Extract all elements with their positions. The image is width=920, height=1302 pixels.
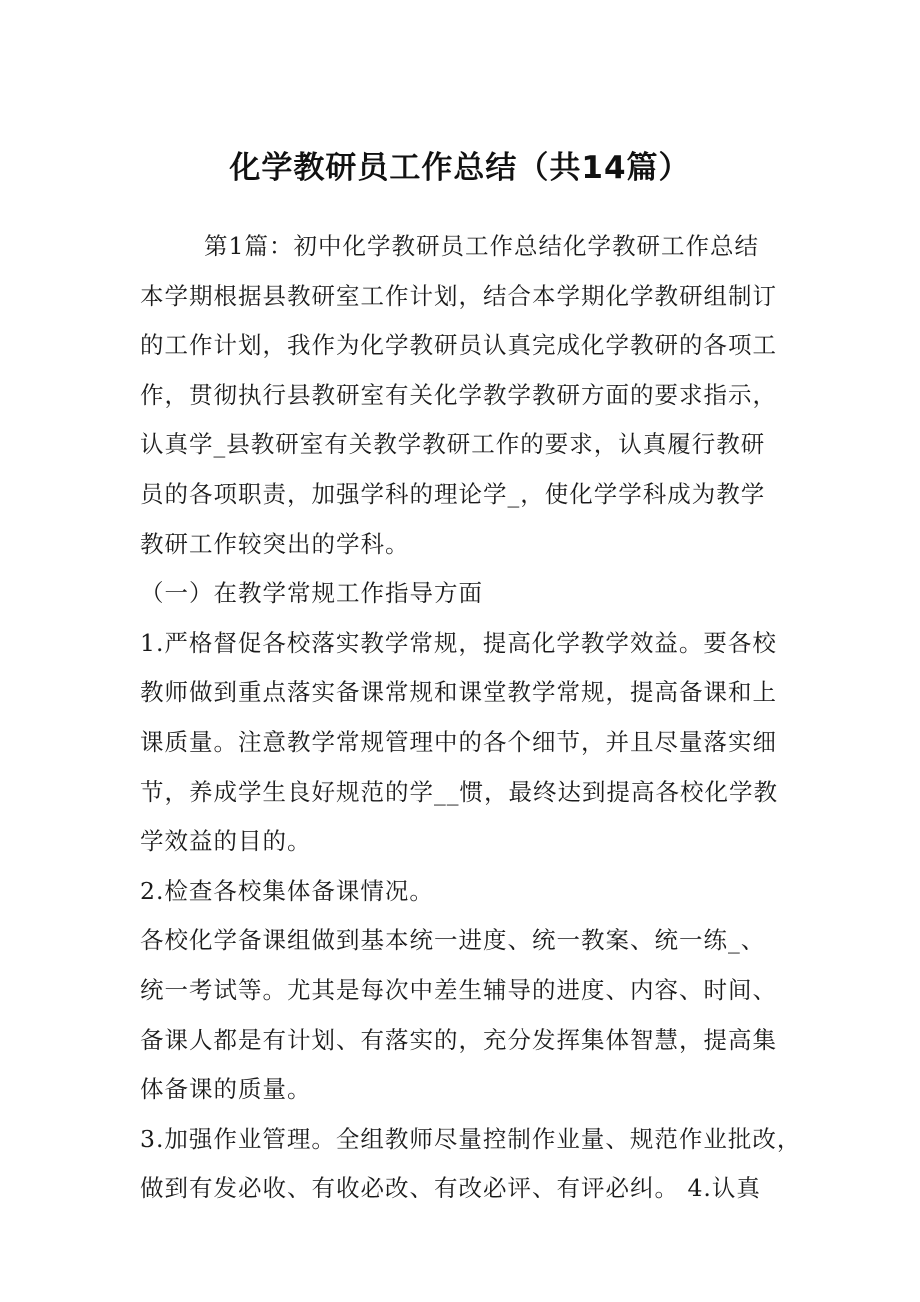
paragraph-line: 各校化学备课组做到基本统一进度、统一教案、统一练_、: [140, 926, 766, 955]
document-title: 化学教研员工作总结（共14篇）: [229, 150, 691, 186]
paragraph-line: 认真学_县教研室有关教学教研工作的要求，认真履行教研: [140, 430, 766, 459]
paragraph-line: 备课人都是有计划、有落实的，充分发挥集体智慧，提高集: [140, 1025, 777, 1054]
paragraph-line: 做到有发必收、有收必改、有改必评、有评必纠。 4.认真: [140, 1174, 761, 1203]
paragraph-line: 体备课的质量。: [140, 1075, 312, 1104]
paragraph-line: 3.加强作业管理。全组教师尽量控制作业量、规范作业批改，: [140, 1124, 802, 1153]
document-body: [140, 222, 802, 1214]
paragraph-line: 统一考试等。尤其是每次中差生辅导的进度、内容、时间、: [140, 975, 777, 1004]
paragraph-line: 课质量。注意教学常规管理中的各个细节，并且尽量落实细: [140, 727, 777, 756]
paragraph-line: 本学期根据县教研室工作计划，结合本学期化学教研组制订: [140, 281, 777, 310]
paragraph-line: 教师做到重点落实备课常规和课堂教学常规，提高备课和上: [140, 678, 777, 707]
paragraph-line: 节，养成学生良好规范的学__惯，最终达到提高各校化学教: [140, 777, 778, 806]
paragraph-line: 的工作计划，我作为化学教研员认真完成化学教研的各项工: [140, 331, 777, 360]
paragraph-line: 教研工作较突出的学科。: [140, 529, 410, 558]
paragraph-line: 学效益的目的。: [140, 827, 312, 856]
paragraph-line: 作，贯彻执行县教研室有关化学教学教研方面的要求指示，: [140, 380, 777, 409]
paragraph-line: 1.严格督促各校落实教学常规，提高化学教学效益。要各校: [140, 628, 777, 657]
section-heading: （一）在教学常规工作指导方面: [140, 579, 483, 608]
paragraph-line: 2.检查各校集体备课情况。: [140, 876, 434, 905]
paragraph-line: 第1篇：初中化学教研员工作总结化学教研工作总结: [204, 232, 759, 260]
paragraph-line: 员的各项职责，加强学科的理论学_，使化学学科成为教学: [140, 479, 766, 508]
